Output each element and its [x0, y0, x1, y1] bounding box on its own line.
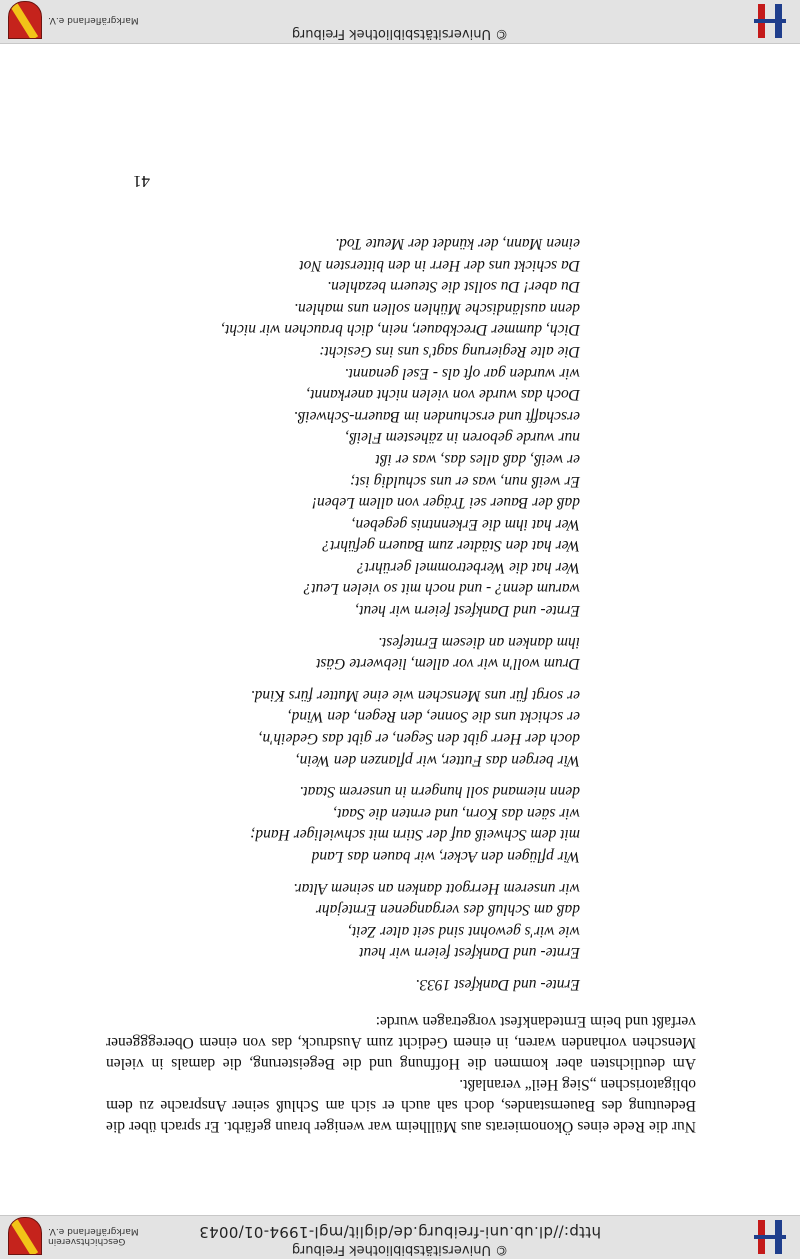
poem-stanza: [106, 877, 580, 963]
poem-line: denn niemand soll hungern in unserem Staat.: [299, 783, 580, 801]
copyright-text: © Universitätsbibliothek Freiburg: [291, 26, 509, 41]
copyright-text: © Universitätsbibliothek Freiburg: [291, 1242, 509, 1257]
poem-line: warum denn? - und noch mit so vielen Leut?: [303, 580, 580, 598]
poem-line: mit dem Schweiß auf der Stirn mit schwieliger Hand;: [250, 826, 580, 844]
poem-stanza: [106, 781, 580, 867]
viewer-footer-bar: [0, 0, 800, 44]
poem-line: Wer hat den Städter zum Bauern geführt?: [322, 537, 580, 555]
poem-line: wie wir's gewohnt sind seit alter Zeit,: [348, 922, 580, 940]
society-suffix: Markgräflerland e.V.: [48, 1226, 139, 1236]
poem-line: Wir pflügen den Acker, wir bauen das Land: [311, 848, 580, 866]
society-name: Geschichtsverein: [48, 1236, 126, 1246]
poem-line: Da schickt uns der Herr in den bittersten Not: [299, 256, 580, 274]
poem-line: er weiß, daß alles das, was er ißt: [375, 450, 580, 468]
page-number: 41: [133, 172, 150, 191]
poem-line: Ernte- und Dankfest feiern wir heut,: [355, 602, 580, 620]
poem-line: daß am Schluß des vergangenen Erntejahr: [315, 901, 580, 919]
poem-line: Drum woll'n wir vor allem, liebwerte Gäst: [316, 655, 580, 673]
poem-title: Ernte- und Dankfest 1933.: [415, 976, 580, 993]
poem-line: nur wurde geboren in zähestem Fleiß,: [345, 429, 580, 447]
scanned-page: [106, 222, 696, 1137]
poem-line: Er weiß nun, was er uns schuldig ist;: [350, 472, 580, 490]
poem-line: Wer hat ihm die Erkenntnis gegeben,: [351, 515, 580, 533]
poem-line: wir wurden gar oft als - Esel genannt.: [344, 364, 580, 382]
poem-line: Doch das wurde von vielen nicht anerkannt,: [306, 386, 580, 404]
poem-stanza: [106, 684, 580, 770]
poem-line: er schickt uns die Sonne, den Regen, den Wind,: [287, 708, 580, 726]
poem-line: erschafft und erschunden im Bauern-Schweiß.: [293, 407, 580, 425]
poem-line: einen Mann, der kündet der Meute Tod.: [335, 235, 580, 252]
poem-line: daß der Bauer sei Träger von allem Leben!: [311, 494, 580, 512]
poem-line: Wer hat die Werbetrommel gerührt?: [356, 558, 580, 576]
document-url-link[interactable]: http://dl.ub.uni-freiburg.de/diglit/mgl-1994-01/0043: [198, 1223, 602, 1241]
poem-line: Du aber! Du sollst die Steuern bezahlen.: [327, 278, 580, 296]
poem-line: doch der Herr gibt den Segen, er gibt das Gedeih'n,: [258, 730, 580, 748]
poem-stanza: [106, 232, 580, 621]
society-badge: [8, 1217, 139, 1255]
viewer-header-bar: [0, 1215, 800, 1259]
body-paragraph: Am deutlichsten aber kommen die Hoffnung und die Begeisterung, die damals in vielen Menschen vorhanden waren, in einem Gedicht zum Ausdruck, das von einem Oberegggener verfaßt und beim Erntedankfest vorgetragen wurde:: [106, 1013, 696, 1072]
poem-line: wir säen das Korn, und ernten die Saat,: [333, 804, 580, 822]
poem-line: Dich, dummer Dreckbauer, nein, dich brauchen wir nicht,: [221, 321, 580, 339]
poem: [106, 232, 580, 995]
poem-stanza: [106, 631, 580, 674]
poem-line: er sorgt für uns Menschen wie eine Mutter fürs Kind.: [250, 686, 580, 704]
poem-line: Ernte- und Dankfest feiern wir heut: [359, 944, 580, 962]
coat-of-arms-icon: [8, 1, 42, 39]
coat-of-arms-icon: [8, 1217, 42, 1255]
society-suffix: Markgräflerland e.V.: [48, 15, 139, 25]
poem-line: Wir bergen das Futter, wir pflanzen den Wein,: [295, 751, 580, 769]
poem-line: ihm danken an diesem Erntefest.: [378, 633, 580, 651]
poem-line: wir unserem Herrgott danken an seinem Altar.: [293, 879, 580, 897]
society-badge: [8, 1, 139, 39]
poem-line: denn ausländische Mühlen sollen uns mahlen.: [294, 299, 580, 317]
body-paragraph: Nur die Rede eines Ökonomierats aus Müllheim war weniger braun gefärbt. Er sprach über die Bedeutung des Bauernstandes, doch sah auch er sich am Schluß seiner Ansprache zu dem obligatorischen „Sieg Heil“ veranlaßt.: [106, 1076, 696, 1135]
poem-line: Die alte Regierung sagt's uns ins Gesicht:: [319, 342, 580, 360]
